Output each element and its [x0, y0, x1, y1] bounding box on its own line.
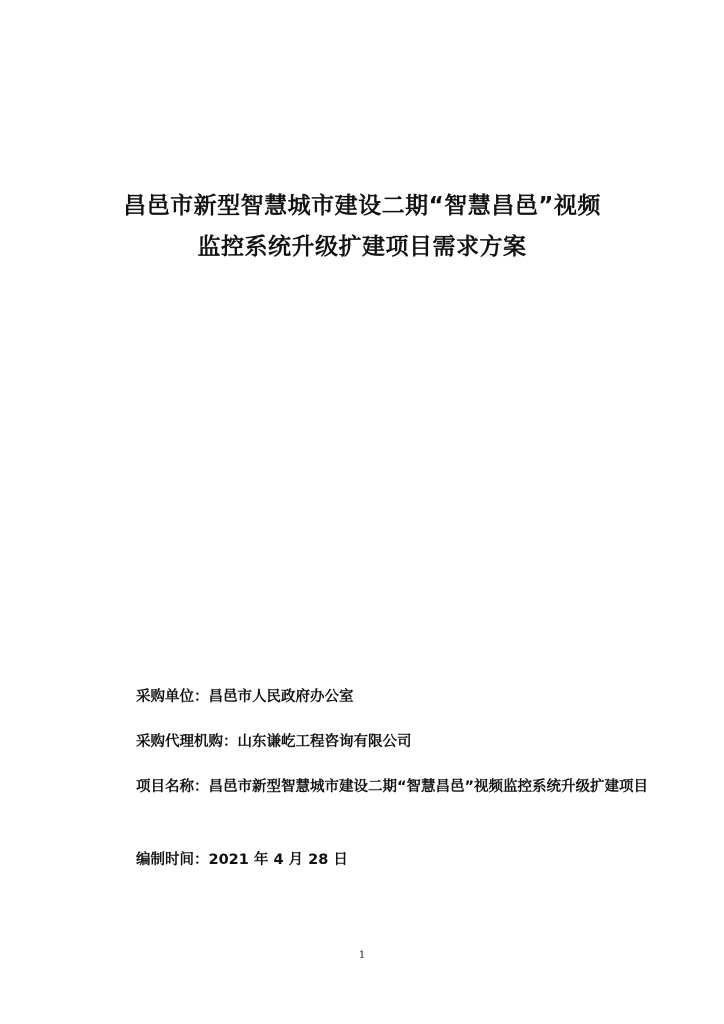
page-number: 1 [358, 950, 366, 961]
date-info [70, 846, 654, 875]
title-line-2: 监控系统升级扩建项目需求方案 [197, 234, 527, 260]
document-title [0, 186, 724, 268]
purchaser-info [70, 683, 654, 712]
agency-info [70, 728, 654, 757]
project-name-info [70, 773, 654, 802]
title-line-1: 昌邑市新型智慧城市建设二期“智慧昌邑”视频 [123, 193, 601, 219]
purchaser-text: 采购单位：昌邑市人民政府办公室 [136, 689, 354, 705]
agency-text: 采购代理机购：山东谦屹工程咨询有限公司 [136, 734, 412, 750]
date-text: 编制时间：2021 年 4 月 28 日 [136, 852, 348, 868]
project-name-text: 项目名称：昌邑市新型智慧城市建设二期“智慧昌邑”视频监控系统升级扩建项目 [136, 779, 649, 795]
